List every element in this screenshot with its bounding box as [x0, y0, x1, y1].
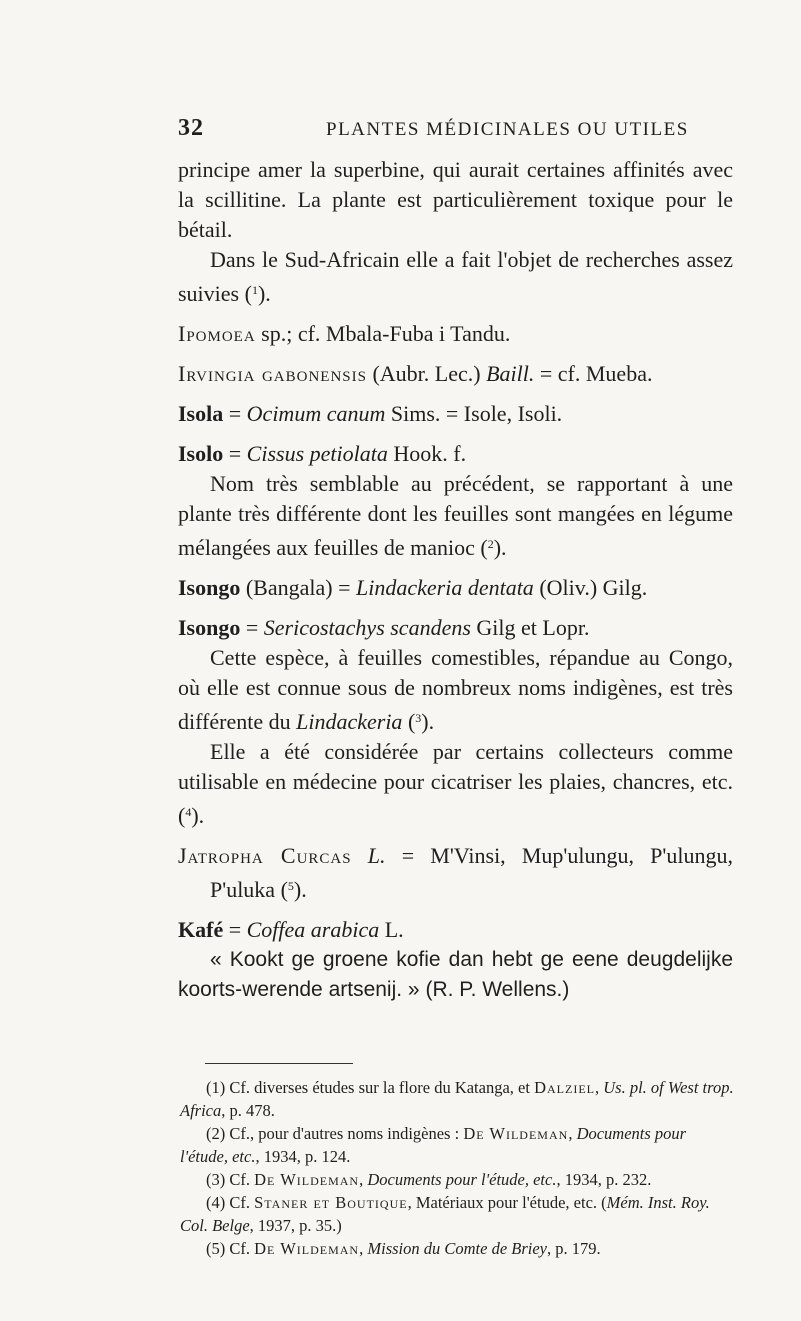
page-header: [178, 115, 738, 145]
entry-term: Isongo: [178, 615, 241, 640]
paragraph-superbine: principe amer la superbine, qui aurait certaines affinités avec la scillitine. La plante est particulièrement toxique pour le bétail.: [178, 157, 733, 242]
entry-ipomoea: Ipomoea sp.; cf. Mbala-Fuba i Tandu.: [178, 321, 511, 346]
page-number: 32: [178, 115, 204, 141]
entry-term: Ipomoea: [178, 321, 256, 346]
entry-irvingia: Irvingia gabonensis (Aubr. Lec.) Baill. = cf. Mueba.: [178, 361, 653, 386]
entry-isolo: Isolo = Cissus petiolata Hook. f.: [178, 441, 467, 466]
footnote-ref-2: 2: [487, 537, 494, 551]
footnote-1: (1) Cf. diverses études sur la flore du Katanga, et Dalziel, Us. pl. of West trop. Africa, p. 478.: [180, 1078, 734, 1120]
footnote-2: (2) Cf., pour d'autres noms indigènes : De Wildeman, Documents pour l'étude, etc., 1934, p. 124.: [180, 1124, 687, 1166]
footnote-3: (3) Cf. De Wildeman, Documents pour l'étude, etc., 1934, p. 232.: [206, 1170, 652, 1189]
footnote-ref-1: 1: [251, 283, 258, 297]
quote-wellens: « Kookt ge groene kofie dan hebt ge eene deugdelijke koorts-werende artsenij. » (R. P. Wellens.): [178, 948, 733, 1001]
entry-term: Irvingia gabonensis: [178, 361, 367, 386]
footnote-5: (5) Cf. De Wildeman, Mission du Comte de Briey, p. 179.: [206, 1239, 601, 1258]
entry-isola: Isola = Ocimum canum Sims. = Isole, Isoli.: [178, 401, 563, 426]
footnote-ref-5: 5: [287, 879, 294, 893]
entry-term: Isolo: [178, 441, 224, 466]
entry-term: Isongo: [178, 575, 241, 600]
footnote-ref-3: 3: [415, 711, 422, 725]
paragraph-isongo-medicine: Elle a été considérée par certains collecteurs comme utilisable en médecine pour cicatriser les plaies, chancres, etc. ($^4$).: [178, 739, 733, 828]
paragraph-sud-africain: Dans le Sud-Africain elle a fait l'objet de recherches assez suivies ($^1$).: [178, 247, 733, 306]
entry-jatropha: Jatropha Curcas L. = M'Vinsi, Mup'ulungu, P'ulungu, P'uluka ($^5$).: [178, 843, 733, 902]
entry-isongo-bangala: Isongo (Bangala) = Lindackeria dentata (Oliv.) Gilg.: [178, 575, 648, 600]
main-text: [178, 155, 733, 1005]
paragraph-isolo-description: Nom très semblable au précédent, se rapportant à une plante très différente dont les feuilles sont mangées en légume mélangées aux feuilles de manioc ($^2$).: [178, 471, 733, 560]
footnotes: [180, 1076, 735, 1260]
footnote-4: (4) Cf. Staner et Boutique, Matériaux pour l'étude, etc. (Mém. Inst. Roy. Col. Belge, 1937, p. 35.): [180, 1193, 710, 1235]
entry-kafe: Kafé = Coffea arabica L.: [178, 917, 404, 942]
entry-term: Jatropha Curcas: [178, 843, 352, 868]
entry-term: Isola: [178, 401, 224, 426]
entry-isongo-sericostachys: Isongo = Sericostachys scandens Gilg et Lopr.: [178, 615, 590, 640]
paragraph-isongo-description: Cette espèce, à feuilles comestibles, répandue au Congo, où elle est connue sous de nombreux noms indigènes, est très différente du Lindackeria ($^3$).: [178, 645, 733, 734]
running-head: PLANTES MÉDICINALES OU UTILES: [326, 119, 689, 140]
footnote-divider: [205, 1063, 353, 1064]
footnote-ref-4: 4: [185, 805, 192, 819]
entry-term: Kafé: [178, 917, 224, 942]
